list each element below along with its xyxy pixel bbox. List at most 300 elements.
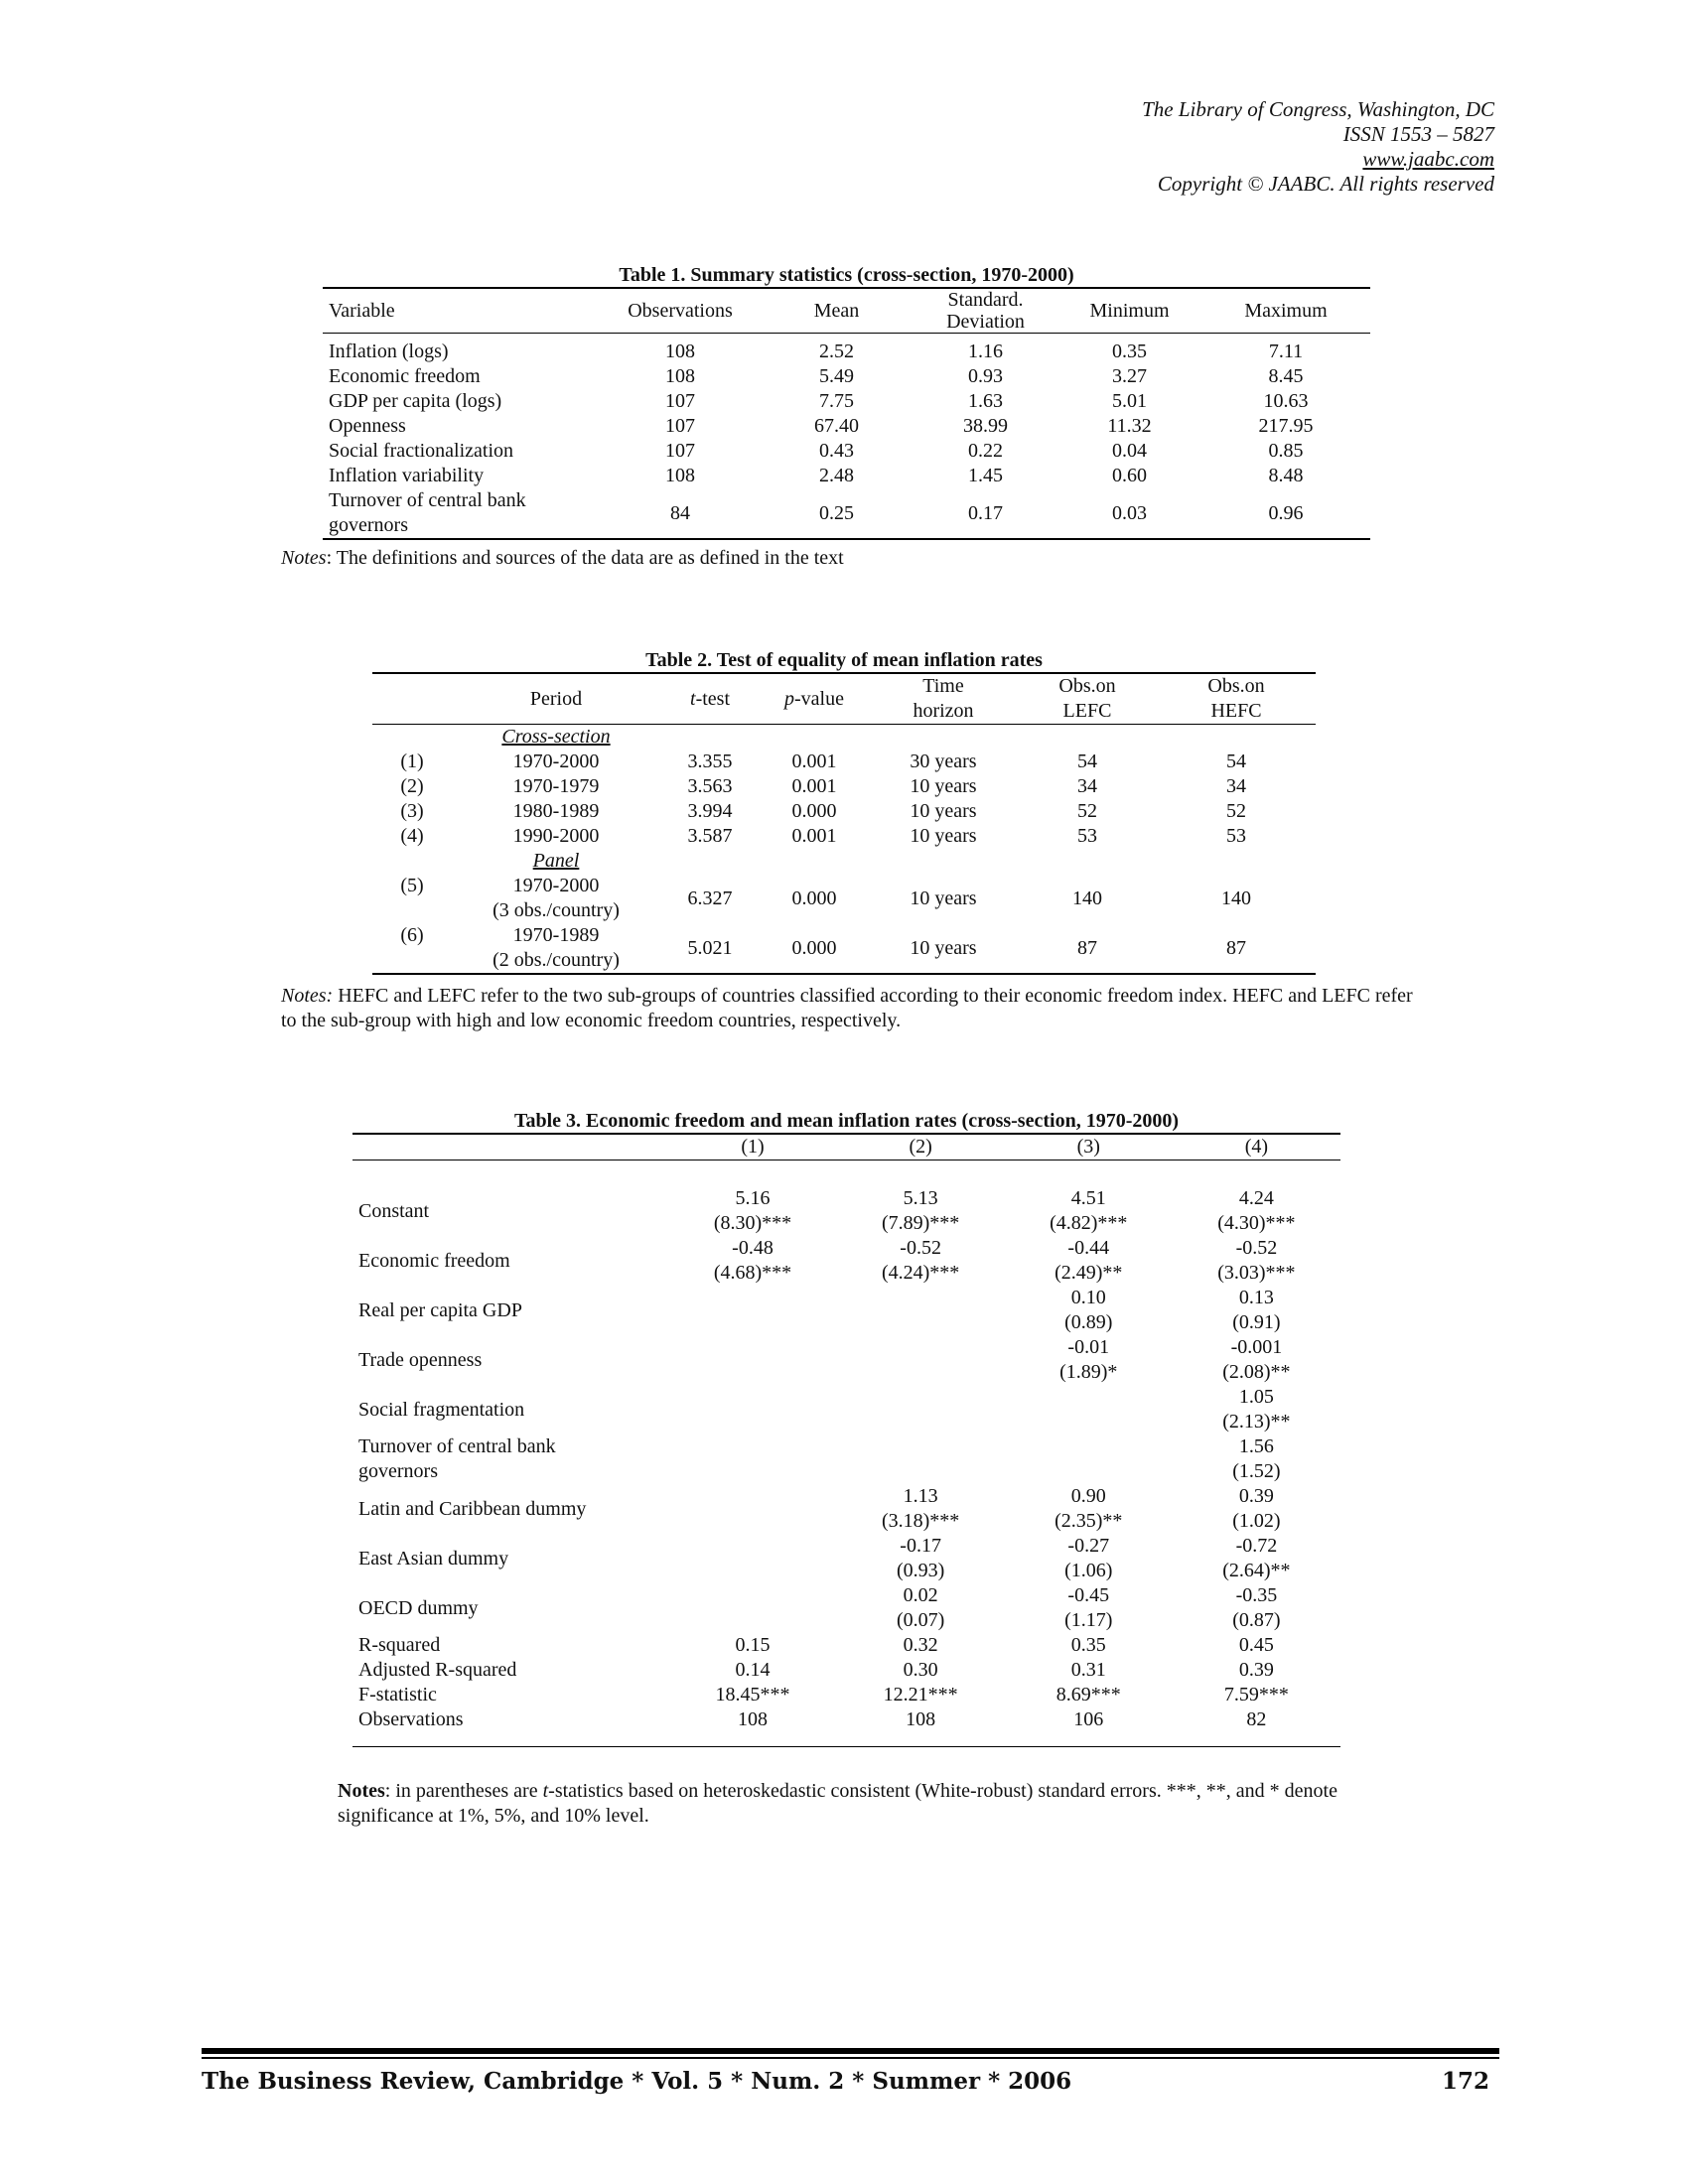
- table2-cell-period: 1970-2000: [512, 875, 600, 896]
- table3-tstat: (0.91): [1232, 1311, 1281, 1333]
- table3-header-blank: [352, 1134, 668, 1160]
- table3-coef: [674, 1484, 830, 1509]
- table3-coef: [843, 1335, 999, 1360]
- table3-stat-label: Observations: [358, 1708, 464, 1730]
- table2-section-cross: Cross-section: [501, 726, 611, 748]
- table3-stat-value: 0.32: [903, 1634, 938, 1656]
- table3-cell: [837, 1286, 1005, 1335]
- table3-coef: -0.45: [1067, 1584, 1110, 1606]
- table3-coef: -0.001: [1230, 1336, 1283, 1358]
- table2-cell: 6.327: [687, 887, 733, 909]
- table3-tstat: (7.89)***: [881, 1212, 960, 1234]
- table1-cell: 108: [665, 365, 695, 387]
- table3-row-label-line1: Latin and Caribbean dummy: [358, 1497, 587, 1520]
- table3-coef: -0.01: [1067, 1336, 1110, 1358]
- table3-coef: [674, 1385, 830, 1410]
- table2-cell: 3.355: [687, 751, 733, 772]
- table3-coef: -0.52: [1235, 1237, 1278, 1259]
- table1-header-stddev-line1: Standard.: [947, 289, 1024, 311]
- table-row: [352, 1707, 1340, 1732]
- table3-row-label-line1: OECD dummy: [358, 1596, 479, 1619]
- table2-cell: 10 years: [910, 936, 977, 959]
- table-row: [352, 1286, 1340, 1335]
- table-row: [352, 1484, 1340, 1534]
- table1-header-row: [323, 288, 1370, 334]
- table1-cell-line2: governors: [329, 514, 408, 536]
- table3-coef: [1011, 1434, 1167, 1459]
- table3-row-label-line1: Social fragmentation: [358, 1398, 525, 1421]
- table3-tstat: (3.18)***: [881, 1510, 960, 1532]
- table1-cell: 5.49: [819, 365, 854, 387]
- table3-stat-label: Adjusted R-squared: [358, 1659, 517, 1681]
- table1-cell: 0.43: [819, 440, 854, 462]
- table3-coef: [674, 1534, 830, 1559]
- table3-tstat: (4.30)***: [1217, 1212, 1296, 1234]
- table3-row-label-line1: Economic freedom: [358, 1249, 510, 1272]
- table1-cell: 0.25: [819, 501, 854, 524]
- header-issn: ISSN 1553 – 5827: [1342, 122, 1494, 146]
- table3-coef: [1011, 1385, 1167, 1410]
- table2-header-time-line2: horizon: [913, 700, 974, 722]
- table3-coef: [674, 1434, 830, 1459]
- table3-coef: 0.13: [1238, 1287, 1274, 1308]
- table3-coef: 0.10: [1070, 1287, 1106, 1308]
- table3-cell: [837, 1534, 1005, 1583]
- page-number: 172: [1441, 2068, 1489, 2095]
- table2-cell: 5.021: [687, 936, 733, 959]
- table-row: [372, 725, 1316, 751]
- table3-tstat: [843, 1360, 999, 1385]
- table3-cell: [1173, 1434, 1340, 1484]
- table2-header-hefc-line1: Obs.on: [1207, 675, 1265, 697]
- table-row: [323, 464, 1370, 488]
- table3-stat-value: 108: [738, 1708, 768, 1730]
- table3-stat-value: 0.15: [735, 1634, 771, 1656]
- table3-cell: [1173, 1335, 1340, 1385]
- table3-tstat: [674, 1360, 830, 1385]
- table3-coef: 1.56: [1238, 1435, 1274, 1457]
- table3-tstat: (0.93): [896, 1560, 945, 1581]
- table3-stat-value: 0.30: [903, 1659, 938, 1681]
- table2-cell-period-note: (2 obs./country): [492, 949, 620, 971]
- table2-cell: [660, 849, 1316, 874]
- table3-cell: [1005, 1385, 1173, 1434]
- table2-caption: Table 2. Test of equality of mean inflation rates: [645, 649, 1043, 671]
- table2-cell: 52: [1226, 800, 1246, 822]
- table1-cell: 67.40: [814, 415, 859, 437]
- table3-body: [352, 1186, 1340, 1747]
- header-copyright: Copyright © JAABC. All rights reserved: [1157, 172, 1494, 196]
- table3-cell: [668, 1484, 836, 1534]
- table2-cell: 34: [1226, 775, 1246, 797]
- table3-cell: [668, 1286, 836, 1335]
- table-row: [323, 389, 1370, 414]
- table2-cell: [660, 725, 1316, 751]
- table1-cell-line1: Turnover of central bank: [329, 489, 526, 511]
- table1-cell: Openness: [329, 415, 406, 437]
- table1-header-maximum: Maximum: [1244, 299, 1328, 322]
- table3-cell: [668, 1583, 836, 1633]
- table1-cell: 7.11: [1268, 341, 1304, 362]
- table-row: [323, 439, 1370, 464]
- table3-tstat: [674, 1608, 830, 1633]
- table2-cell: 1980-1989: [512, 800, 600, 822]
- table2-cell: (3): [400, 800, 424, 822]
- table3-cell: [1005, 1484, 1173, 1534]
- table3-coef: [843, 1286, 999, 1310]
- table2-cell: 0.000: [791, 887, 837, 909]
- table3-tstat: (1.52): [1232, 1460, 1281, 1482]
- table3-stat-label: F-statistic: [358, 1684, 437, 1706]
- table3-stat-value: 0.35: [1070, 1634, 1106, 1656]
- table3-cell: [668, 1534, 836, 1583]
- table-row: [352, 1683, 1340, 1707]
- table-row: [352, 1534, 1340, 1583]
- table2-section-panel: Panel: [532, 850, 580, 872]
- table1-cell: 1.45: [968, 465, 1003, 486]
- table2-cell: 10 years: [910, 800, 977, 822]
- table1-cell: Inflation (logs): [329, 341, 449, 362]
- table3-tstat: (1.89)*: [1059, 1361, 1118, 1383]
- table3-row-label: [352, 1484, 668, 1534]
- table1-cell: 0.85: [1268, 440, 1304, 462]
- table3-row-label-line1: Real per capita GDP: [358, 1298, 522, 1321]
- table2-cell: 0.001: [791, 751, 837, 772]
- table3-cell: [668, 1385, 836, 1434]
- table2-cell: [372, 849, 452, 874]
- table3-tstat: (1.17): [1064, 1609, 1113, 1631]
- table3-notes-pre: : in parentheses are: [384, 1780, 543, 1802]
- table-row: [372, 750, 1316, 774]
- table1-cell: Economic freedom: [329, 365, 481, 387]
- table1-cell: 10.63: [1263, 390, 1309, 412]
- table3-cell: [837, 1484, 1005, 1534]
- table1-cell: 107: [665, 415, 695, 437]
- table3-row-label-line2: governors: [358, 1460, 438, 1482]
- table1-cell: 1.63: [968, 390, 1003, 412]
- table3-coef: [674, 1286, 830, 1310]
- table2-header-ttest-italic: t: [690, 687, 696, 710]
- table2-header-pvalue-italic: p: [784, 687, 794, 710]
- table2-header-lefc-line1: Obs.on: [1058, 675, 1116, 697]
- table1-cell: 0.17: [968, 501, 1003, 524]
- table1-header-mean: Mean: [813, 299, 860, 322]
- table2-cell: 0.000: [791, 800, 837, 822]
- table2-cell: 87: [1226, 936, 1246, 959]
- table3-header-col: (2): [909, 1136, 932, 1158]
- table1-header-stddev: [914, 288, 1057, 334]
- table3-tstat: (4.82)***: [1050, 1212, 1128, 1234]
- table2-cell: 10 years: [910, 775, 977, 797]
- header-url-link[interactable]: www.jaabc.com: [1362, 147, 1494, 171]
- table3-row-label: [352, 1385, 668, 1434]
- table3-header-col: (1): [741, 1136, 765, 1158]
- table1-cell: 1.16: [968, 341, 1003, 362]
- table1-cell: 107: [665, 440, 695, 462]
- table2-cell: (2): [400, 775, 424, 797]
- table3-cell: [668, 1186, 836, 1236]
- table-row: [352, 1732, 1340, 1747]
- table3-tstat: [674, 1459, 830, 1484]
- table3-header-row: [352, 1134, 1340, 1160]
- table1-cell: [323, 488, 601, 539]
- table1-cell: 84: [670, 501, 690, 524]
- table3-row-label: [352, 1186, 668, 1236]
- table3-tstat: (2.35)**: [1055, 1510, 1123, 1532]
- table-row: [372, 923, 1316, 974]
- table3-tstat: [1011, 1459, 1167, 1484]
- table3-notes-post: -statistics based on heteroskedastic consistent (White-robust) standard errors. ***, **, and * denote significance at 1%, 5%, and 10% level.: [338, 1780, 1337, 1827]
- table2-cell: (4): [400, 825, 424, 847]
- table3-tstat: (4.24)***: [881, 1262, 960, 1284]
- table3-cell: [1005, 1434, 1173, 1484]
- table3-notes-t: t: [542, 1780, 549, 1802]
- table3-coef: 0.90: [1070, 1485, 1106, 1507]
- table3-stat-value: 108: [906, 1708, 936, 1730]
- table3-coef: [843, 1434, 999, 1459]
- table1-cell: 108: [665, 341, 695, 362]
- table-row: [352, 1385, 1340, 1434]
- table-row: [352, 1186, 1340, 1236]
- table3-cell: [1173, 1484, 1340, 1534]
- table2-header-hefc-line2: HEFC: [1210, 700, 1262, 722]
- table3-cell: [837, 1236, 1005, 1286]
- table3-tstat: [843, 1310, 999, 1335]
- table2-header-ttest: [660, 673, 760, 725]
- table3: [352, 1133, 1340, 1188]
- table2-cell-period: 1970-1989: [512, 924, 600, 946]
- table1-notes: [281, 546, 844, 571]
- table3-coef: -0.44: [1067, 1237, 1110, 1259]
- table2-header-lefc-line2: LEFC: [1062, 700, 1112, 722]
- table1-cell: 0.93: [968, 365, 1003, 387]
- table2-section-label: [452, 849, 660, 874]
- table3-stat-value: 106: [1073, 1708, 1104, 1730]
- table3-stat-value: 0.39: [1238, 1659, 1274, 1681]
- table-row: [352, 1434, 1340, 1484]
- table3-row-label: [352, 1583, 668, 1633]
- table2-cell: [372, 725, 452, 751]
- table2-cell: 0.001: [791, 775, 837, 797]
- table3-spacer: [352, 1160, 1340, 1189]
- table3-cell: [837, 1186, 1005, 1236]
- table1-header-variable: Variable: [329, 299, 395, 322]
- table3-stat-value: 8.69***: [1055, 1684, 1121, 1706]
- journal-header: [1142, 97, 1494, 197]
- table3-cell: [668, 1236, 836, 1286]
- table2-header-hefc: [1157, 673, 1316, 725]
- table1-cell: 0.04: [1112, 440, 1147, 462]
- table3-stat-value: 82: [1246, 1708, 1267, 1730]
- table2-cell: 87: [1077, 936, 1097, 959]
- footer-rule-thin: [202, 2057, 1499, 2059]
- table3-cell: [1173, 1186, 1340, 1236]
- table-row: [372, 849, 1316, 874]
- table3-cell: [1173, 1583, 1340, 1633]
- table3-tstat: (1.02): [1232, 1510, 1281, 1532]
- table3-stat-value: 0.45: [1238, 1634, 1274, 1656]
- table1-header-stddev-line2: Deviation: [946, 311, 1025, 333]
- table2-cell: [452, 923, 660, 974]
- table-row: [352, 1335, 1340, 1385]
- table1-cell: 5.01: [1112, 390, 1147, 412]
- table-row: [372, 874, 1316, 923]
- table3-row-label: [352, 1335, 668, 1385]
- table2-header-period: Period: [529, 687, 583, 710]
- table3-row-label: [352, 1286, 668, 1335]
- table2-cell: 140: [1072, 887, 1102, 909]
- table3-notes: [338, 1779, 1380, 1829]
- table3-tstat: [843, 1410, 999, 1434]
- table1-cell: 8.45: [1268, 365, 1304, 387]
- table1-cell: 0.03: [1112, 501, 1147, 524]
- table3-tstat: (2.13)**: [1222, 1411, 1291, 1433]
- table1-cell: 217.95: [1258, 415, 1314, 437]
- table3-tstat: (8.30)***: [713, 1212, 792, 1234]
- footer-rule-thick: [202, 2048, 1499, 2054]
- table2-cell: (1): [400, 751, 424, 772]
- table2-cell: 10 years: [910, 887, 977, 909]
- table3-cell: [1005, 1335, 1173, 1385]
- table2-notes-text: HEFC and LEFC refer to the two sub-groups of countries classified according to their economic freedom index. HEFC and LEFC refer to the sub-group with high and low economic freedom countries, respectively.: [281, 985, 1413, 1031]
- table2-cell: (5): [400, 875, 424, 896]
- table3-tstat: (1.06): [1064, 1560, 1113, 1581]
- table-row: [372, 824, 1316, 849]
- table3-coef: 1.05: [1238, 1386, 1274, 1408]
- table3-row-label: [352, 1236, 668, 1286]
- table-row: [372, 799, 1316, 824]
- table3-cell: [668, 1335, 836, 1385]
- table-row: [323, 364, 1370, 389]
- table3-cell: [668, 1434, 836, 1484]
- table3-cell: [837, 1583, 1005, 1633]
- table3-cell: [1005, 1186, 1173, 1236]
- table3-coef: -0.48: [732, 1237, 774, 1259]
- table2-header-pvalue-rest: -value: [794, 687, 844, 710]
- table2-cell: 34: [1077, 775, 1097, 797]
- table-row: [352, 1236, 1340, 1286]
- table1-caption: Table 1. Summary statistics (cross-section, 1970-2000): [619, 264, 1074, 286]
- table3-row-label-line1: Constant: [358, 1199, 430, 1222]
- table2-cell: 1990-2000: [512, 825, 600, 847]
- table3-tstat: (4.68)***: [713, 1262, 792, 1284]
- table1-cell: 2.52: [819, 341, 854, 362]
- table2-cell: 0.000: [791, 936, 837, 959]
- table2-cell: 1970-1979: [512, 775, 600, 797]
- table3-coef: 0.39: [1238, 1485, 1274, 1507]
- table1-cell: Social fractionalization: [329, 440, 514, 462]
- table3-caption: Table 3. Economic freedom and mean inflation rates (cross-section, 1970-2000): [513, 1110, 1180, 1132]
- table2-header-ttest-rest: -test: [695, 687, 730, 710]
- table2-cell-period-note: (3 obs./country): [492, 899, 620, 921]
- table3-row-label-line1: Turnover of central bank: [358, 1435, 556, 1457]
- table-row: [323, 414, 1370, 439]
- table1-cell: 0.60: [1112, 465, 1147, 486]
- table3-tstat: [674, 1559, 830, 1583]
- table3-tstat: [674, 1410, 830, 1434]
- table3-stat-value: 0.31: [1070, 1659, 1106, 1681]
- table3-row-label-line1: East Asian dummy: [358, 1547, 509, 1570]
- table3-stat-value: 0.14: [735, 1659, 771, 1681]
- table3-cell: [837, 1335, 1005, 1385]
- table2: [372, 672, 1316, 975]
- table3-cell: [1173, 1236, 1340, 1286]
- table2-cell: 140: [1221, 887, 1251, 909]
- table3-cell: [1005, 1583, 1173, 1633]
- table1-cell: 0.96: [1268, 501, 1304, 524]
- table2-cell: 30 years: [910, 751, 977, 772]
- table2-header-lefc: [1018, 673, 1157, 725]
- table3-row-label-line1: Trade openness: [358, 1348, 483, 1371]
- table2-cell: 3.994: [687, 800, 733, 822]
- table3-tstat: (2.49)**: [1055, 1262, 1123, 1284]
- table3-stat-value: 7.59***: [1223, 1684, 1289, 1706]
- table-row: [372, 774, 1316, 799]
- table1-cell: 0.22: [968, 440, 1003, 462]
- table3-tstat: [674, 1509, 830, 1534]
- table3-coef: 0.02: [903, 1584, 938, 1606]
- table3-cell: [1173, 1385, 1340, 1434]
- table1-notes-label: Notes: [281, 547, 327, 569]
- table2-notes-label: Notes:: [281, 985, 334, 1007]
- table3-header-col: (4): [1244, 1136, 1269, 1158]
- table1-cell: 7.75: [819, 390, 854, 412]
- footer-journal: The Business Review, Cambridge * Vol. 5 * Num. 2 * Summer * 2006: [202, 2068, 1072, 2095]
- table3-stat-label: R-squared: [358, 1634, 441, 1656]
- table2-cell: (6): [400, 924, 424, 946]
- table3-tstat: [1011, 1410, 1167, 1434]
- table3-bottom-rule: [352, 1732, 1340, 1747]
- table3-coef: -0.27: [1067, 1535, 1110, 1557]
- table1-cell: Inflation variability: [329, 465, 485, 486]
- table3-coef: 1.13: [903, 1485, 938, 1507]
- table3-coef: -0.35: [1235, 1584, 1278, 1606]
- table-row: [352, 1633, 1340, 1658]
- header-library: The Library of Congress, Washington, DC: [1142, 97, 1494, 121]
- table3-tstat: [674, 1310, 830, 1335]
- table2-header-time-line1: Time: [922, 675, 964, 697]
- table3-cell: [1173, 1286, 1340, 1335]
- table2-section-label: [452, 725, 660, 751]
- table3-coef: 4.24: [1238, 1187, 1274, 1209]
- table2-cell: 0.001: [791, 825, 837, 847]
- table2-notes: [281, 984, 1423, 1033]
- table1-cell: 38.99: [963, 415, 1008, 437]
- table2-cell: 52: [1077, 800, 1097, 822]
- table-row: [352, 1160, 1340, 1189]
- table2-cell: 10 years: [910, 825, 977, 847]
- table-row: [352, 1583, 1340, 1633]
- table3-tstat: (2.08)**: [1222, 1361, 1291, 1383]
- table1: [323, 287, 1370, 540]
- table1-header-minimum: Minimum: [1089, 299, 1170, 322]
- table2-cell: 53: [1226, 825, 1246, 847]
- table3-coef: -0.17: [900, 1535, 941, 1557]
- table3-stat-value: 18.45***: [715, 1684, 790, 1706]
- table3-stat-value: 12.21***: [883, 1684, 958, 1706]
- table3-tstat: (0.89): [1064, 1311, 1113, 1333]
- table3-coef: [843, 1385, 999, 1410]
- table3-cell: [837, 1434, 1005, 1484]
- table1-cell: 11.32: [1107, 415, 1152, 437]
- table2-cell: 3.563: [687, 775, 733, 797]
- table3-coef: 5.13: [903, 1187, 938, 1209]
- table1-cell: 108: [665, 465, 695, 486]
- table2-header-blank: [372, 673, 452, 725]
- table2-header-time: [869, 673, 1018, 725]
- table3-cell: [1005, 1236, 1173, 1286]
- table3-cell: [1005, 1286, 1173, 1335]
